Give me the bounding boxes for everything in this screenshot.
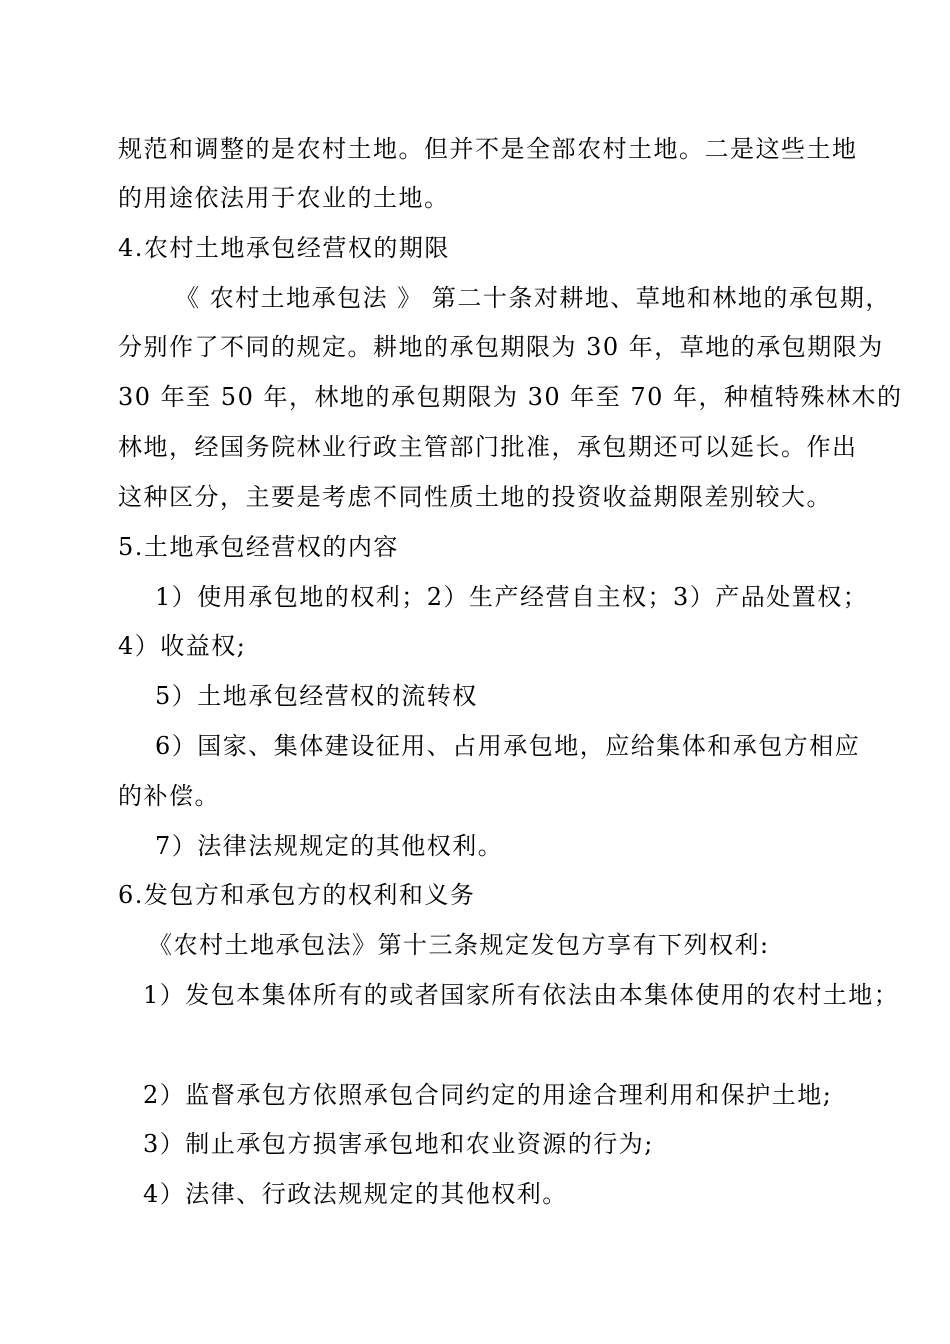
list-item: 2）监督承包方依照承包合同约定的用途合理利用和保护土地; — [143, 1081, 833, 1109]
paragraph-line: 的用途依法用于农业的土地。 — [118, 184, 450, 212]
paragraph-line: 规范和调整的是农村土地。但并不是全部农村土地。二是这些土地 — [118, 135, 858, 163]
section-heading: 4.农村土地承包经营权的期限 — [118, 234, 450, 262]
list-item: 的补偿。 — [118, 782, 220, 810]
paragraph-line: 这种区分，主要是考虑不同性质土地的投资收益期限差别较大。 — [118, 483, 832, 511]
list-item: 6）国家、集体建设征用、占用承包地，应给集体和承包方相应 — [155, 732, 861, 760]
list-item: 1）使用承包地的权利；2）生产经营自主权；3）产品处置权； — [155, 583, 869, 611]
paragraph-line: 分别作了不同的规定。耕地的承包期限为 30 年，草地的承包期限为 — [118, 333, 884, 361]
paragraph-line: 《农村土地承包法》第十三条规定发包方享有下列权利: — [148, 931, 770, 959]
list-item: 4）收益权; — [118, 632, 247, 660]
list-item: 4）法律、行政法规规定的其他权利。 — [143, 1180, 568, 1208]
list-item: 5）土地承包经营权的流转权 — [155, 682, 478, 710]
section-heading: 5.土地承包经营权的内容 — [118, 533, 399, 561]
paragraph-line: 30 年至 50 年，林地的承包期限为 30 年至 70 年，种植特殊林木的 — [118, 383, 903, 411]
list-item: 3）制止承包方损害承包地和农业资源的行为; — [143, 1130, 654, 1158]
paragraph-line: 《 农村土地承包法 》 第二十条对耕地、草地和林地的承包期， — [175, 284, 891, 312]
section-heading: 6.发包方和承包方的权利和义务 — [118, 881, 476, 909]
list-item: 7）法律法规规定的其他权利。 — [155, 832, 504, 860]
paragraph-line: 林地，经国务院林业行政主管部门批准，承包期还可以延长。作出 — [118, 433, 858, 461]
list-item: 1）发包本集体所有的或者国家所有依法由本集体使用的农村土地； — [143, 981, 900, 1009]
